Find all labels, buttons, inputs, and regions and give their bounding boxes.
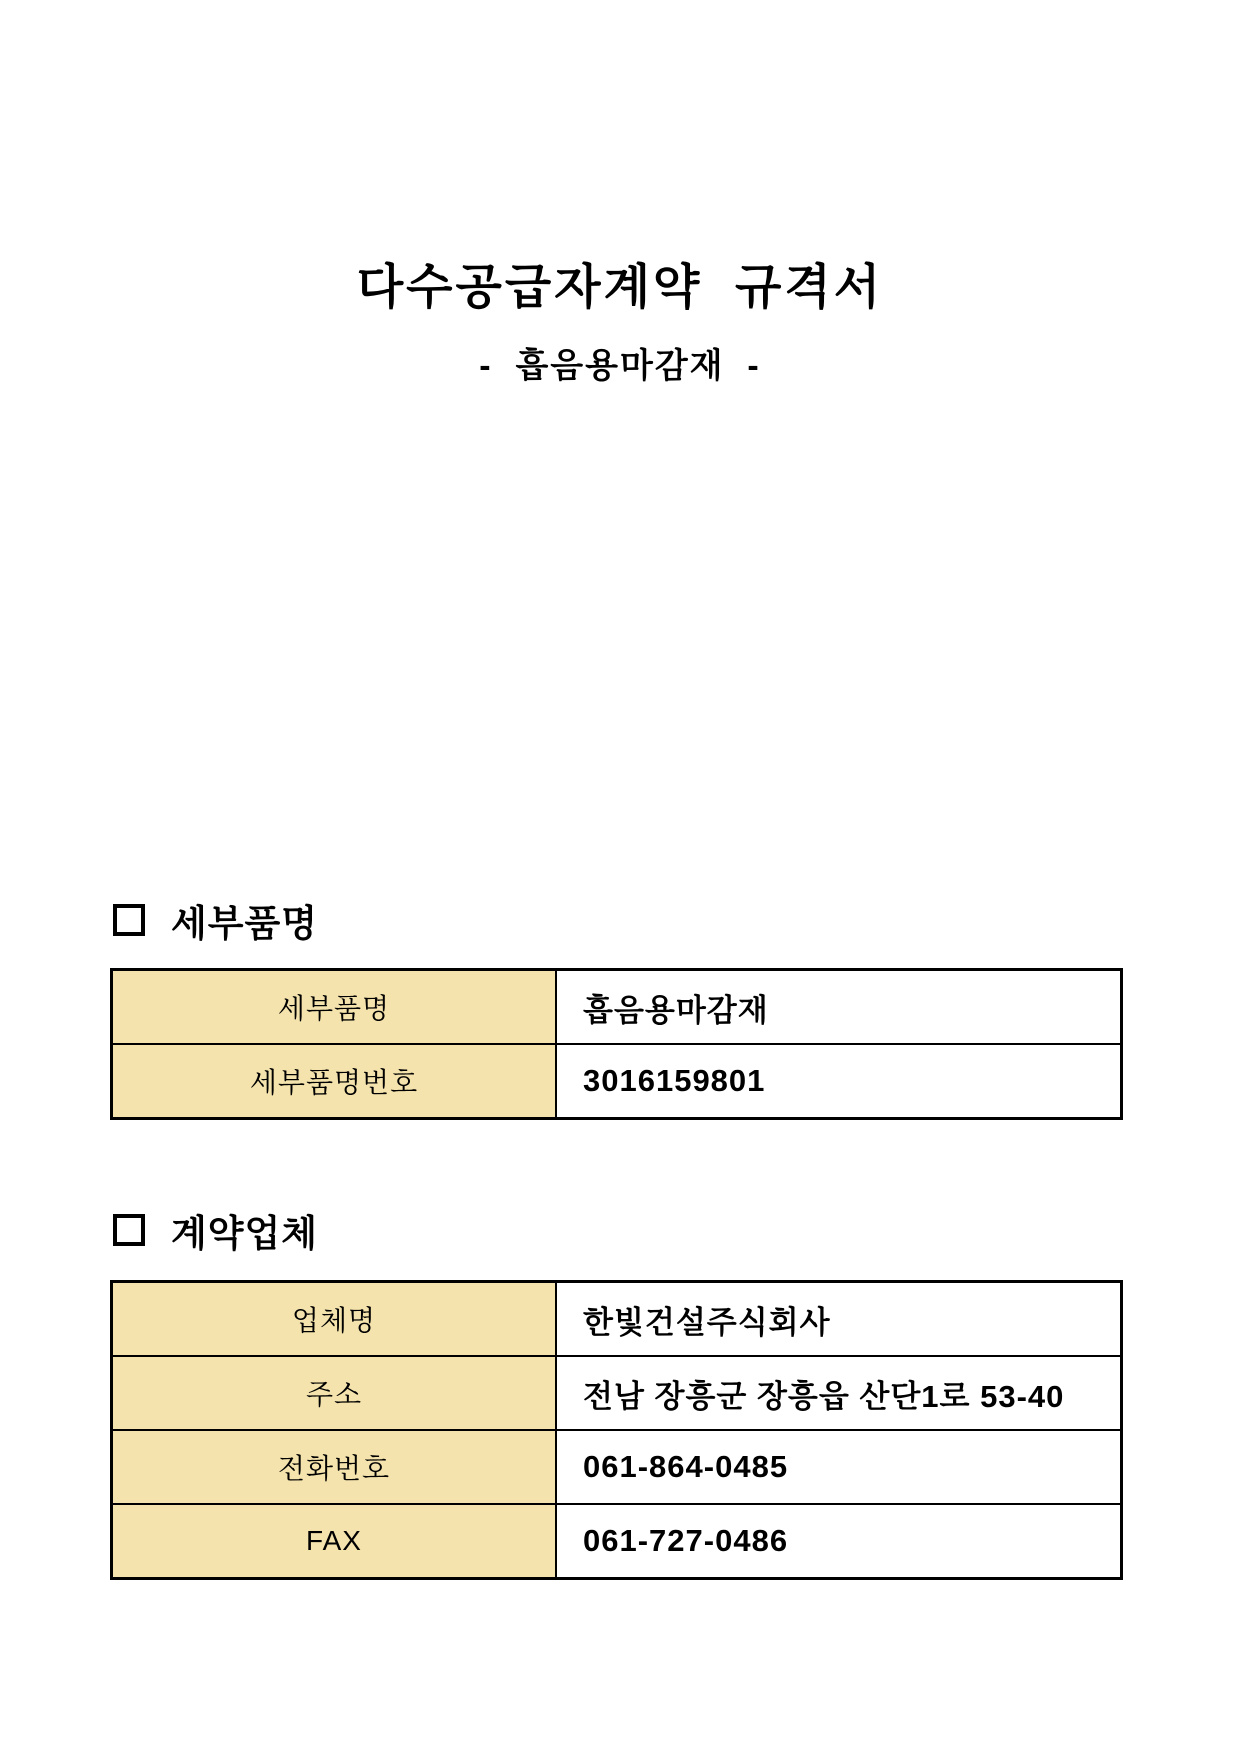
table-row <box>112 1282 1122 1357</box>
row-label-phone: 전화번호 <box>112 1430 557 1504</box>
contract-company-table <box>110 1280 1123 1580</box>
ballot-box-icon <box>113 904 145 936</box>
table-row <box>112 1356 1122 1430</box>
section-heading-label: 세부품명 <box>171 903 318 944</box>
row-value-fax: 061-727-0486 <box>556 1504 1122 1579</box>
table-row <box>112 1504 1122 1579</box>
table-row <box>112 1044 1122 1119</box>
row-label-detail-product-name: 세부품명 <box>112 970 557 1045</box>
row-label-address: 주소 <box>112 1356 557 1430</box>
document-subtitle: - 흡음용마감재 - <box>479 347 761 385</box>
table-row <box>112 970 1122 1045</box>
section-heading-detail-product <box>113 898 318 942</box>
table-row <box>112 1430 1122 1504</box>
document-title: 다수공급자계약 규격서 <box>356 261 884 314</box>
row-value-detail-product-name: 흡음용마감재 <box>556 970 1122 1045</box>
row-value-address: 전남 장흥군 장흥읍 산단1로 53-40 <box>556 1356 1122 1430</box>
section-heading-label: 계약업체 <box>171 1213 318 1254</box>
row-value-phone: 061-864-0485 <box>556 1430 1122 1504</box>
row-label-fax: FAX <box>112 1504 557 1579</box>
section-heading-contract-company <box>113 1208 318 1252</box>
row-value-company-name: 한빛건설주식회사 <box>556 1282 1122 1357</box>
detail-product-table <box>110 968 1123 1120</box>
row-label-detail-product-number: 세부품명번호 <box>112 1044 557 1119</box>
row-label-company-name: 업체명 <box>112 1282 557 1357</box>
ballot-box-icon <box>113 1214 145 1246</box>
row-value-detail-product-number: 3016159801 <box>556 1044 1122 1119</box>
